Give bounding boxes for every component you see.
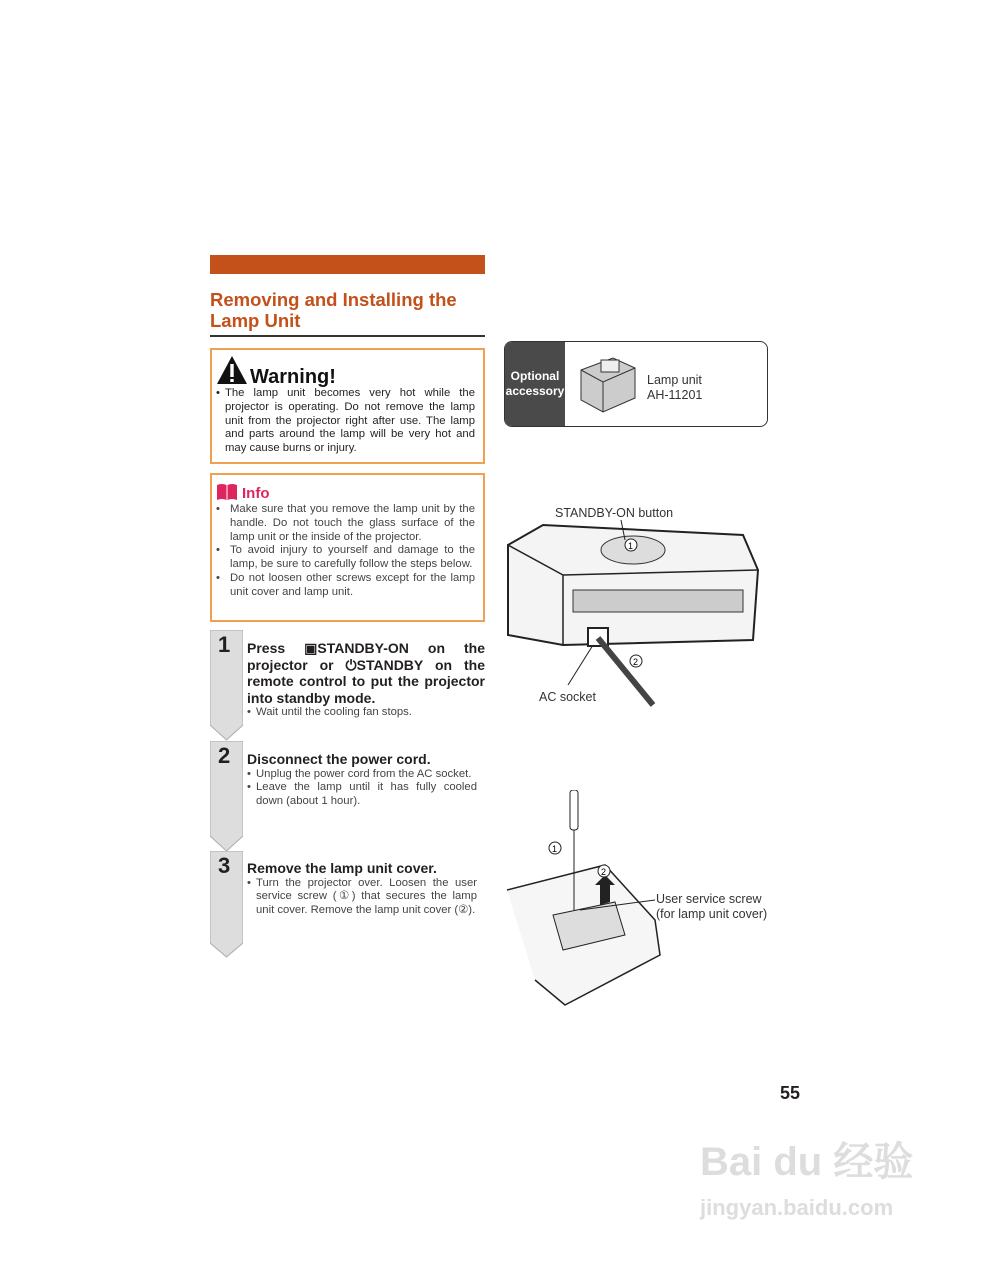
optional-accessory-label [505,342,565,426]
warning-box [210,348,485,464]
step-bullet: • Turn the projector over. Loosen the user service screw (①) that secures the lamp unit cover. Remove the lamp unit cover (②). [247,877,477,918]
step-bullet: • Wait until the cooling fan stops. [247,706,477,720]
watermark-url: jingyan.baidu.com [700,1195,894,1220]
page-number: 55 [780,1083,801,1103]
lamp-unit-image [573,350,643,420]
optional-accessory-box [504,341,768,427]
warning-item: • The lamp unit becomes very hot while the projector is operating. Do not remove the lamp unit from the projector right after use. The lamp and parts around the lamp will be very hot and may cause burns or injury. [212,387,475,456]
lamp-unit-model: AH-11201 [647,388,703,402]
step-3 [210,851,485,959]
step-2 [210,741,485,853]
watermark [700,1130,913,1221]
step-bullet: • Leave the lamp until it has fully cooled down (about 1 hour). [247,781,477,809]
info-box [210,473,485,622]
optional-label-line2: accessory [505,384,565,398]
lamp-unit-name: Lamp unit [647,373,702,387]
screw-label-line1: User service screw [656,892,762,906]
marker-1: 1 [628,541,634,551]
screw-label-line2: (for lamp unit cover) [656,907,768,921]
warning-heading: Warning! [250,366,336,389]
warning-triangle-icon [216,355,248,385]
info-item: • Make sure that you remove the lamp unit by the handle. Do not touch the glass surface of the lamp unit or the inside of the projector. [212,503,475,544]
book-icon [216,483,238,501]
step-title: Disconnect the power cord. [247,751,431,767]
marker-1: 1 [552,844,558,854]
info-item: • Do not loosen other screws except for the lamp unit cover and lamp unit. [212,572,475,600]
watermark-brand: Bai du 经验 [700,1140,914,1184]
title-rule [210,335,485,337]
step-title: Press ▣STANDBY-ON on the projector or ⏻STANDBY on the remote control to put the projector into standby mode. [247,640,485,706]
ac-socket-label: AC socket [539,690,596,704]
projector-rear-illustration [503,520,763,715]
marker-2: 2 [633,657,639,667]
step-title: Remove the lamp unit cover. [247,860,437,876]
step-number: 3 [218,853,231,878]
step-number: 1 [218,632,231,657]
marker-2: 2 [601,867,607,877]
section-title: Removing and Installing the Lamp Unit [210,289,457,331]
step-bullet: • Unplug the power cord from the AC socket. [247,768,477,782]
lamp-cover-illustration [505,790,670,1020]
step-number: 2 [218,743,231,768]
step-1 [210,630,485,742]
optional-label-line1: Optional [510,369,560,383]
standby-on-label: STANDBY-ON button [555,506,674,520]
section-color-bar [210,255,485,274]
info-heading: Info [242,485,270,503]
info-item: • To avoid injury to yourself and damage to the lamp, be sure to carefully follow the steps below. [212,544,475,572]
